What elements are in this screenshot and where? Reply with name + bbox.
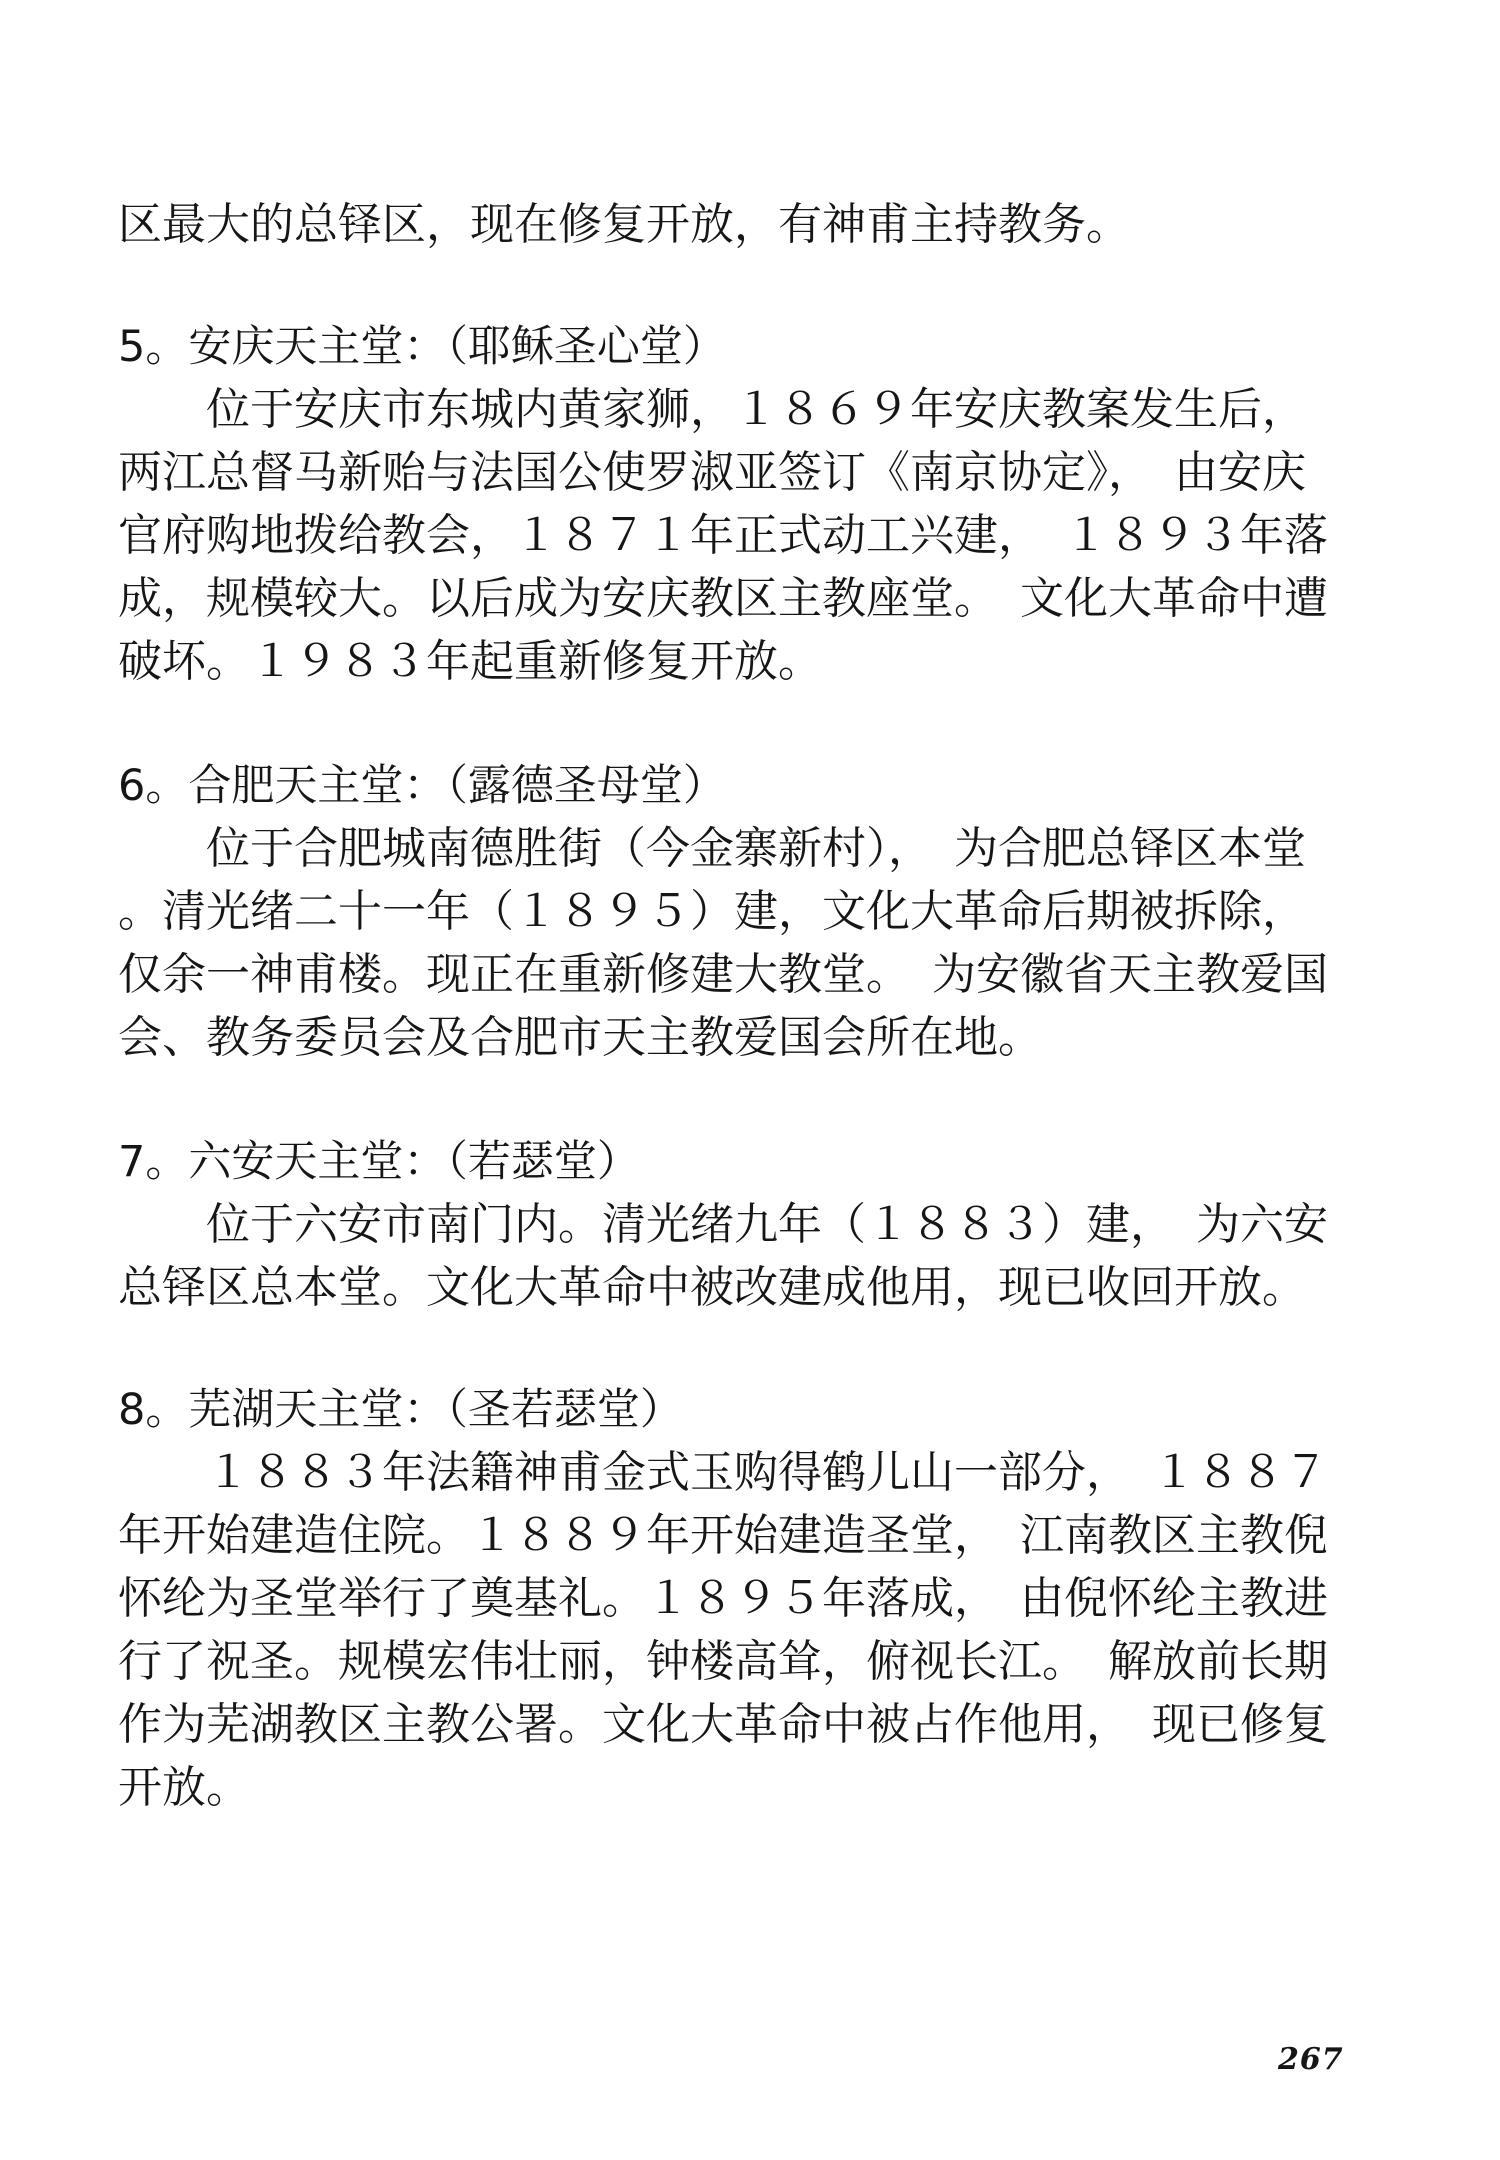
section-heading-6: 6。合肥天主堂：（露德圣母堂） — [118, 761, 726, 811]
text-line: 位于安庆市东城内黄家狮，１８６９年安庆教案发生后， — [118, 384, 1306, 435]
text-line: 总铎区总本堂。文化大革命中被改建成他用，现已收回开放。 — [118, 1262, 1306, 1313]
text-line: 两江总督马新贻与法国公使罗淑亚签订《南京协定》， 由安庆 — [118, 447, 1306, 498]
text-line: 怀纶为圣堂举行了奠基礼。１８９５年落成， 由倪怀纶主教进 — [118, 1573, 1328, 1624]
section-heading-7: 7。六安天主堂：（若瑟堂） — [118, 1137, 640, 1187]
text-line: 作为芜湖教区主教公署。文化大革命中被占作他用， 现已修复 — [118, 1699, 1328, 1750]
text-line: 区最大的总铎区，现在修复开放，有神甫主持教务。 — [118, 199, 1130, 250]
text-line: 官府购地拨给教会，１８７１年正式动工兴建， １８９３年落 — [118, 510, 1328, 561]
text-line: 。清光绪二十一年（１８９５）建，文化大革命后期被拆除， — [118, 886, 1306, 937]
text-line: 破坏。１９８３年起重新修复开放。 — [118, 636, 822, 687]
text-line: 行了祝圣。规模宏伟壮丽，钟楼高耸，俯视长江。 解放前长期 — [118, 1636, 1328, 1687]
text-line: 仅余一神甫楼。现正在重新修建大教堂。 为安徽省天主教爱国 — [118, 949, 1328, 1000]
text-line: 开放。 — [118, 1762, 250, 1813]
section-heading-8: 8。芜湖天主堂：（圣若瑟堂） — [118, 1385, 683, 1435]
page-number: 267 — [1278, 2042, 1344, 2077]
text-line: 会、教务委员会及合肥市天主教爱国会所在地。 — [118, 1012, 1042, 1063]
text-line: 位于六安市南门内。清光绪九年（１８８３）建， 为六安 — [118, 1199, 1328, 1250]
text-line: 年开始建造住院。１８８９年开始建造圣堂， 江南教区主教倪 — [118, 1510, 1328, 1561]
text-line: １８８３年法籍神甫金式玉购得鹤儿山一部分， １８８７ — [118, 1447, 1328, 1498]
section-heading-5: 5。安庆天主堂：（耶稣圣心堂） — [118, 322, 726, 372]
text-line: 位于合肥城南德胜街（今金寨新村）， 为合肥总铎区本堂 — [118, 823, 1306, 874]
text-line: 成，规模较大。以后成为安庆教区主教座堂。 文化大革命中遭 — [118, 573, 1328, 624]
